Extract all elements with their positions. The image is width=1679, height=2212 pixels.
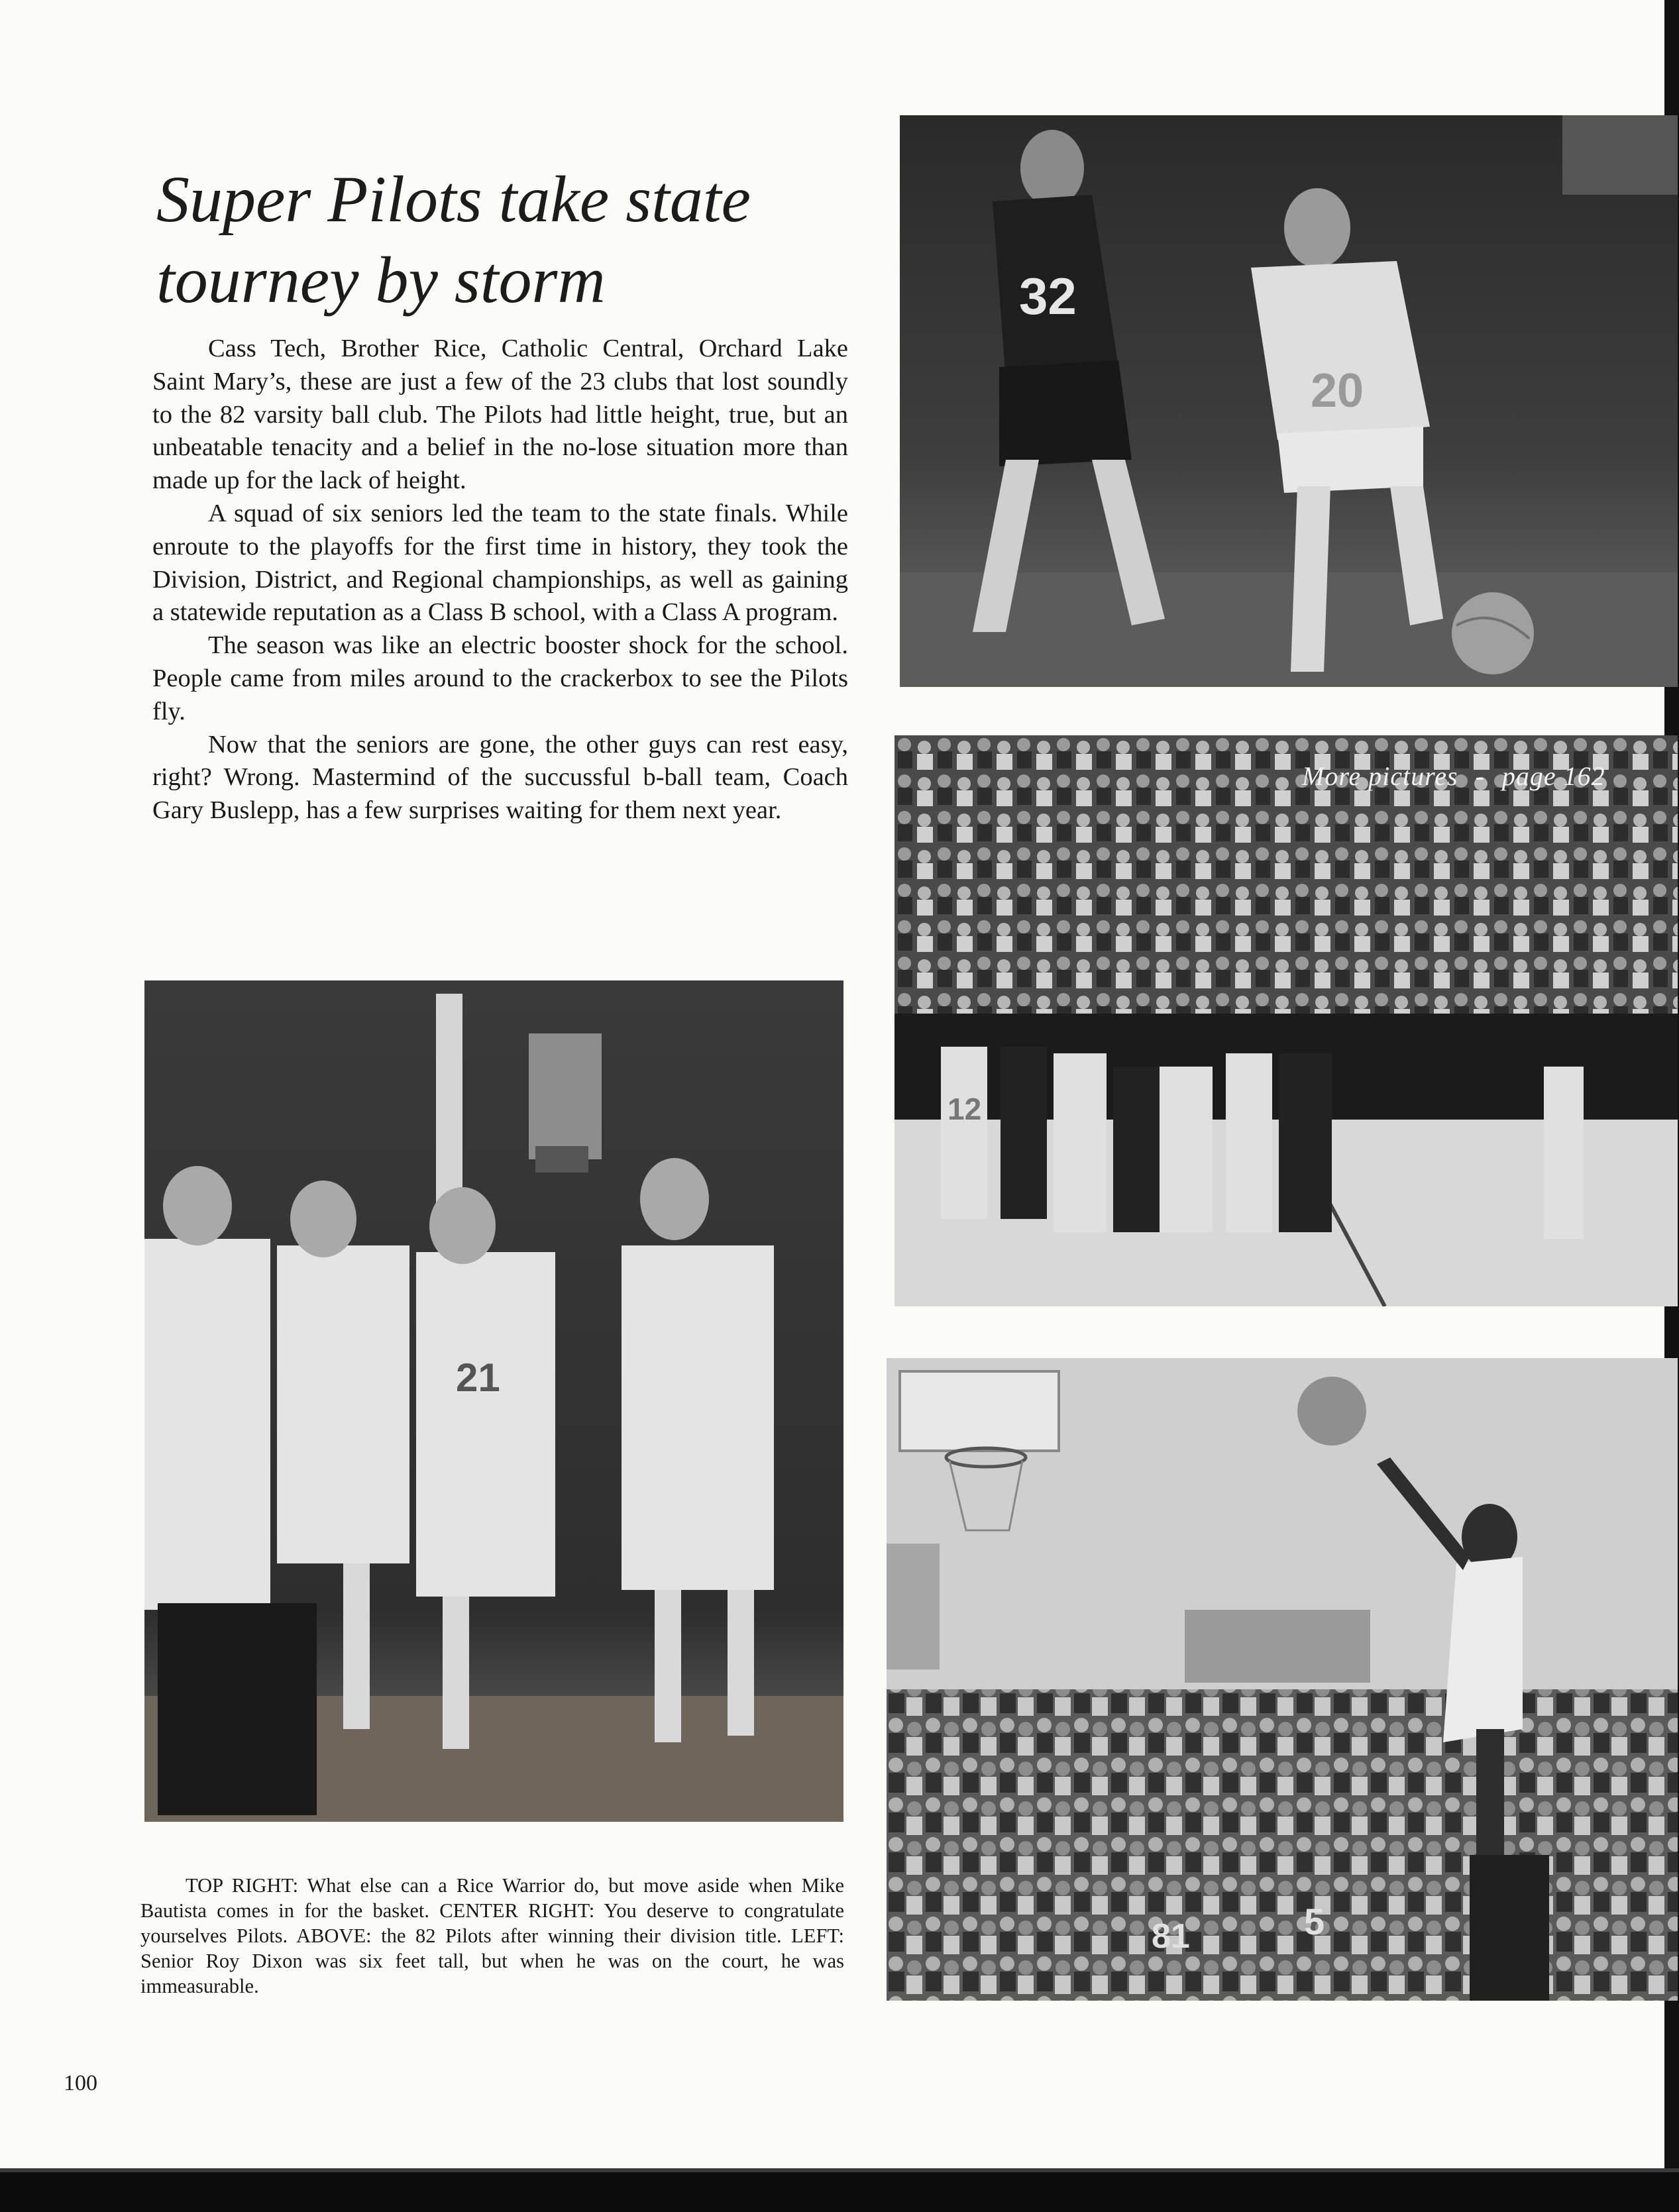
body-paragraph: Now that the seniors are gone, the other guys can rest easy, right? Wrong. Mastermind of the succussful b-ball team, Coach Gary Buslepp, has a few surprises waiting for them next year.	[152, 730, 848, 825]
body-paragraph: A squad of six seniors led the team to the state finals. While enroute to the playoffs for the first time in history, they took the Division, District, and Regional championships, as well as gaining a statewide reputation as a Class B school, with a Class A program.	[152, 499, 848, 627]
page-number: 100	[64, 2071, 97, 2095]
scan-bottom-border	[0, 2172, 1679, 2212]
jersey-number-21: 21	[456, 1355, 500, 1400]
headline-line-2: tourney by storm	[156, 243, 606, 317]
more-pictures-link	[1302, 761, 1605, 792]
jersey-number-32: 32	[1019, 267, 1077, 325]
jersey-number-5: 5	[1304, 1901, 1325, 1942]
headline-line-1: Super Pilots take state	[156, 162, 751, 236]
article-headline	[156, 159, 859, 321]
photo-caption: TOP RIGHT: What else can a Rice Warrior do, but move aside when Mike Bautista comes in for the basket. CENTER RIGHT: You deserve to congratulate yourselves Pilots. ABOVE: the 82 Pilots after winning their division title. LEFT: Senior Roy Dixon was six feet tall, but when he was on the court, he was immeasurable.	[140, 1874, 844, 1997]
photo-center-right-celebration	[894, 735, 1678, 1306]
jersey-number-20: 20	[1311, 364, 1364, 417]
photo-lower-left-team-trophy	[144, 980, 843, 1822]
jersey-number-81: 81	[1152, 1917, 1190, 1956]
photo-lower-right-layup	[887, 1358, 1678, 2001]
more-pictures-page: page 162	[1501, 761, 1605, 791]
photo-top-right-game-action	[900, 115, 1678, 687]
label-dash: -	[1475, 761, 1485, 791]
body-paragraph: The season was like an electric booster shock for the school. People came from miles around to the crackerbox to see the Pilots fly.	[152, 631, 848, 725]
body-paragraph: Cass Tech, Brother Rice, Catholic Central, Orchard Lake Saint Mary’s, these are just a few of the 23 clubs that lost soundly to the 82 varsity ball club. The Pilots had little height, true, but an unbeatable tenacity and a belief in the no-lose situation more than made up for the lack of height.	[152, 335, 848, 495]
jersey-number-12: 12	[948, 1092, 982, 1126]
more-pictures-label: More pictures	[1302, 761, 1458, 791]
article-body	[152, 333, 848, 827]
